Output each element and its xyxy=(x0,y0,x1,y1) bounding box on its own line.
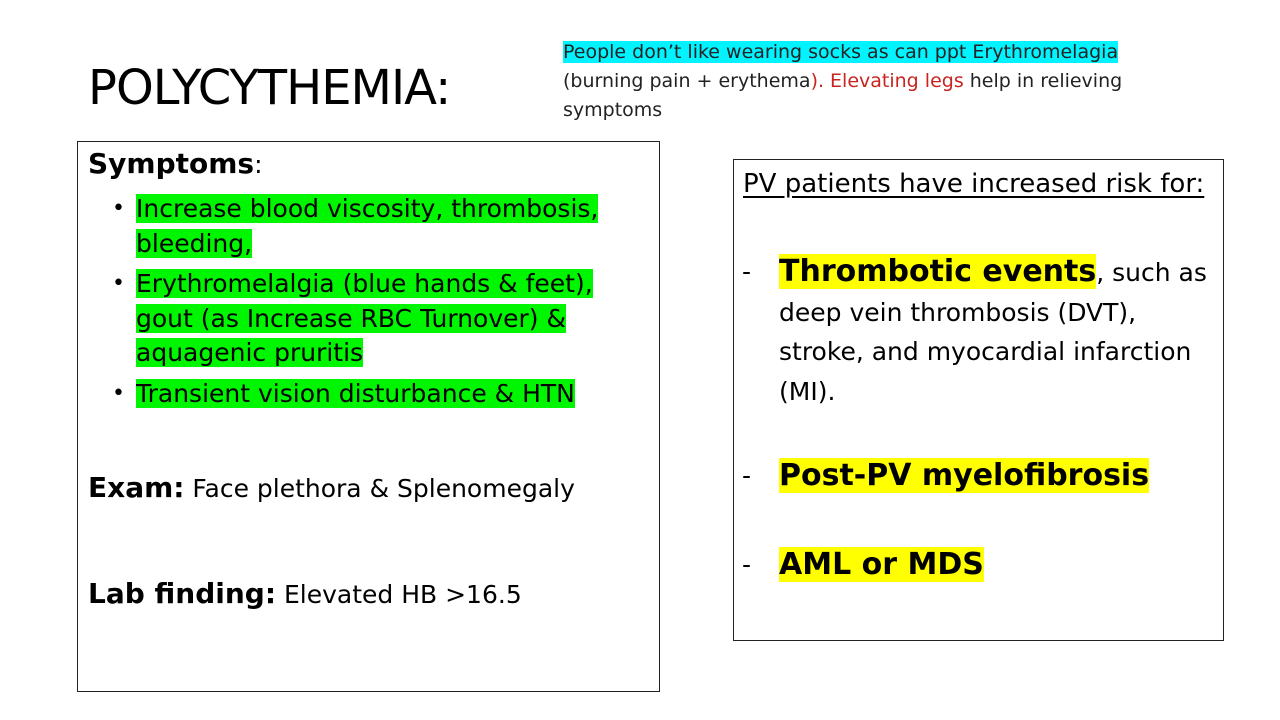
risk-description: , such as deep vein thrombosis (DVT), stroke, and myocardial infarction (MI). xyxy=(779,258,1207,406)
symptoms-list xyxy=(112,192,646,417)
dash-icon: - xyxy=(742,550,752,579)
symptom-text: Erythromelalgia (blue hands & feet), gout (as Increase RBC Turnover) & aquagenic pruritis xyxy=(136,269,593,367)
lab-line xyxy=(88,576,522,613)
bullet-icon: • xyxy=(112,380,125,406)
risk-highlight: AML or MDS xyxy=(779,547,984,582)
symptoms-heading: Symptoms: xyxy=(88,147,263,180)
dash-icon: - xyxy=(742,461,752,490)
list-item xyxy=(112,192,646,261)
exam-value: Face plethora & Splenomegaly xyxy=(184,474,575,503)
bullet-icon: • xyxy=(112,271,125,296)
note-text: (burning pain + erythema xyxy=(563,70,811,92)
risk-item-myelofibrosis xyxy=(779,456,1209,497)
risk-item-thrombotic xyxy=(779,252,1209,411)
risk-heading: PV patients have increased risk for: xyxy=(743,169,1205,199)
exam-line xyxy=(88,470,575,507)
note-red-text: ). Elevating legs xyxy=(810,70,964,92)
bullet-icon: • xyxy=(112,196,125,221)
clinical-features-box xyxy=(77,141,660,692)
lab-label: Lab finding: xyxy=(88,577,277,610)
exam-label: Exam: xyxy=(88,471,185,504)
risk-box xyxy=(733,159,1224,641)
list-item xyxy=(112,267,646,371)
lab-value: Elevated HB >16.5 xyxy=(276,580,522,609)
risk-item-aml-mds xyxy=(779,545,1209,586)
note-text-end: help in relieving symptoms xyxy=(563,70,1123,121)
symptom-text: Transient vision disturbance & HTN xyxy=(136,378,575,408)
risk-highlight: Thrombotic events xyxy=(779,254,1097,289)
dash-icon: - xyxy=(742,257,752,286)
note-highlight: People don’t like wearing socks as can ppt Erythromelagia xyxy=(563,41,1119,63)
symptom-text: Increase blood viscosity, thrombosis, bleeding, xyxy=(136,194,599,258)
list-item xyxy=(112,377,646,412)
risk-highlight: Post-PV myelofibrosis xyxy=(779,458,1150,493)
page-title: POLYCYTHEMIA: xyxy=(88,60,451,116)
side-note xyxy=(563,38,1163,125)
